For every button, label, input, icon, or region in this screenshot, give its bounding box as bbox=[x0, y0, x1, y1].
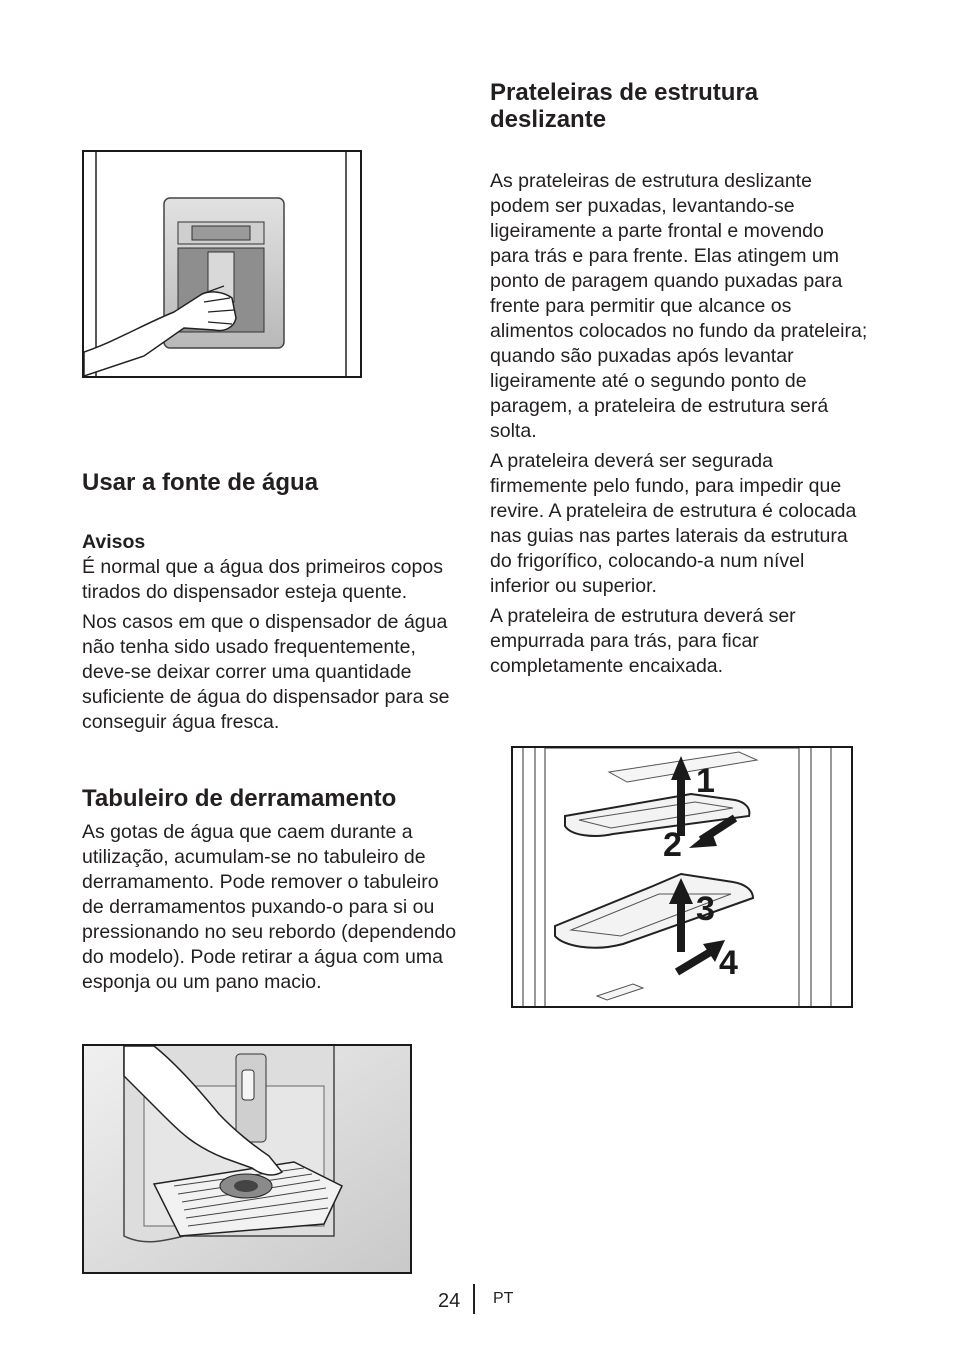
section-sliding-shelves-body bbox=[490, 169, 868, 684]
footer-divider bbox=[473, 1284, 475, 1314]
paragraph: É normal que a água dos primeiros copos tirados do dispensador esteja quente. bbox=[82, 556, 443, 603]
step-label-4: 4 bbox=[719, 944, 738, 982]
step-label-3: 3 bbox=[696, 890, 715, 928]
water-dispenser-figure bbox=[82, 150, 362, 378]
section-drip-tray-body bbox=[82, 820, 457, 1000]
page-number: 24 bbox=[438, 1290, 461, 1312]
sliding-shelf-illustration bbox=[513, 748, 851, 1006]
paragraph: A prateleira de estrutura deverá ser empurrada para trás, para ficar completamente encaixada. bbox=[490, 605, 796, 677]
section-water-dispenser-body bbox=[82, 530, 457, 740]
warnings-subheading: Avisos bbox=[82, 531, 146, 553]
section-title-sliding-shelves: Prateleiras de estrutura deslizante bbox=[490, 79, 759, 133]
sliding-shelf-figure bbox=[511, 746, 853, 1008]
drip-tray-illustration bbox=[84, 1046, 410, 1272]
water-dispenser-illustration bbox=[84, 152, 360, 376]
section-title-water-dispenser: Usar a fonte de água bbox=[82, 469, 319, 496]
paragraph: A prateleira deverá ser segurada firmemente pelo fundo, para impedir que revire. A prateleira de estrutura é colocada nas guias nas partes laterais da estrutura do frigorífico, colocando-a num nível inferior ou superior. bbox=[490, 450, 857, 597]
paragraph: Nos casos em que o dispensador de água não tenha sido usado frequentemente, deve-se deixar correr uma quantidade suficiente de água do dispensador para se conseguir água fresca. bbox=[82, 611, 450, 733]
step-label-1: 1 bbox=[696, 762, 715, 800]
paragraph: As gotas de água que caem durante a utilização, acumulam-se no tabuleiro de derramamento. Pode remover o tabuleiro de derramamentos puxando-o para si ou pressionando no seu rebordo (dependendo do modelo). Pode retirar a água com uma esponja ou um pano macio. bbox=[82, 821, 457, 993]
drip-tray-figure bbox=[82, 1044, 412, 1274]
section-title-drip-tray: Tabuleiro de derramamento bbox=[82, 785, 397, 812]
step-label-2: 2 bbox=[663, 826, 682, 864]
paragraph: As prateleiras de estrutura deslizante podem ser puxadas, levantando-se ligeiramente a parte frontal e movendo para trás e para frente. Elas atingem um ponto de paragem quando puxadas para frente para permitir que alcance os alimentos colocados no fundo da prateleira; quando são puxadas após levantar ligeiramente até o segundo ponto de paragem, a prateleira de estrutura será solta. bbox=[490, 170, 868, 442]
language-code: PT bbox=[493, 1290, 514, 1307]
